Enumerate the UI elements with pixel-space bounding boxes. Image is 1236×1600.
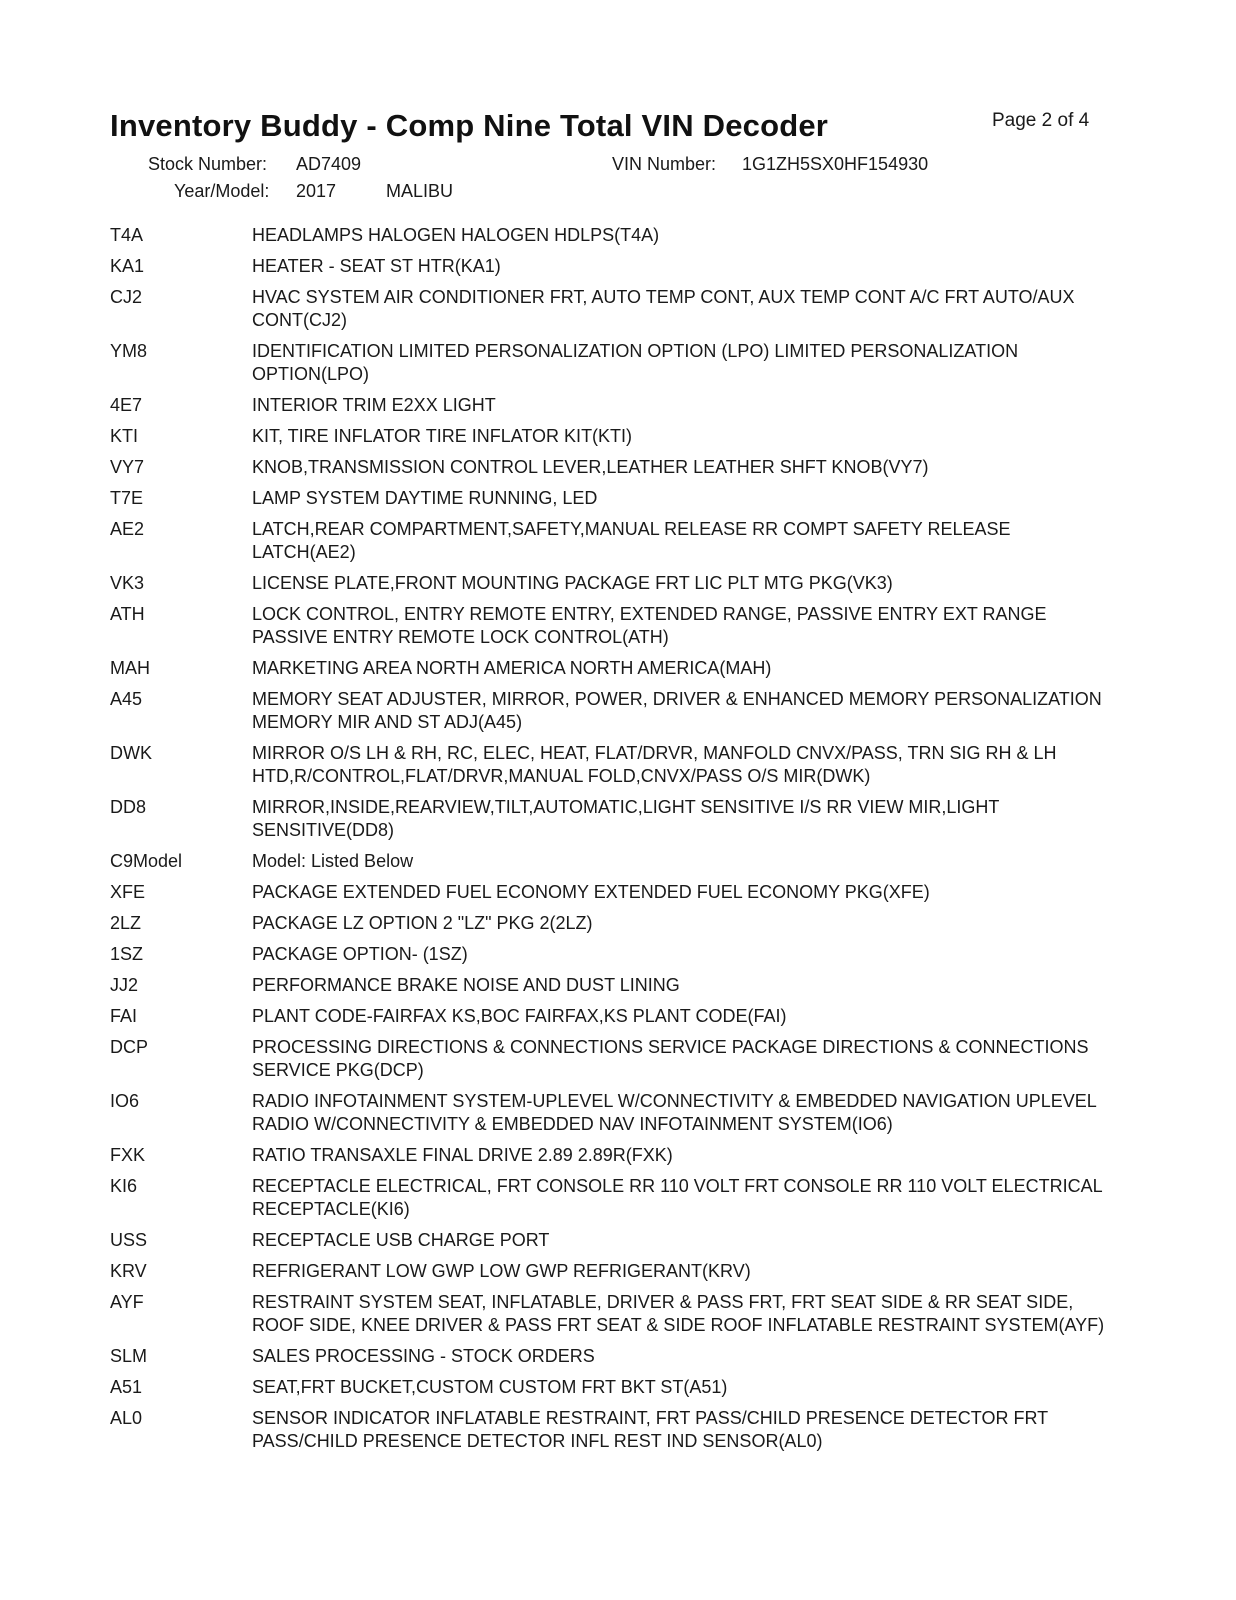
option-code: KA1: [110, 256, 145, 276]
option-code: DD8: [110, 797, 147, 817]
option-description: PACKAGE OPTION- (1SZ): [252, 944, 468, 964]
option-description: PACKAGE EXTENDED FUEL ECONOMY EXTENDED FUEL ECONOMY PKG(XFE): [252, 882, 930, 902]
option-row: [110, 572, 1110, 603]
option-row: [110, 881, 1110, 912]
option-description: LATCH,REAR COMPARTMENT,SAFETY,MANUAL RELEASE RR COMPT SAFETY RELEASE LATCH(AE2): [252, 519, 1011, 562]
option-description: MARKETING AREA NORTH AMERICA NORTH AMERICA(MAH): [252, 658, 772, 678]
option-code: FAI: [110, 1006, 138, 1026]
option-code: DWK: [110, 743, 152, 763]
option-row: [110, 340, 1110, 394]
option-row: [110, 850, 1110, 881]
option-code: KTI: [110, 426, 139, 446]
option-description: SALES PROCESSING - STOCK ORDERS: [252, 1346, 595, 1366]
option-row: [110, 1090, 1110, 1144]
vin-number-label: VIN Number:: [612, 154, 717, 174]
option-code: C9Model: [110, 851, 183, 871]
options-list: [110, 224, 1110, 1461]
option-code: VK3: [110, 573, 145, 593]
option-description: RATIO TRANSAXLE FINAL DRIVE 2.89 2.89R(FXK): [252, 1145, 673, 1165]
option-description: PACKAGE LZ OPTION 2 "LZ" PKG 2(2LZ): [252, 913, 593, 933]
option-code: KI6: [110, 1176, 138, 1196]
option-row: [110, 912, 1110, 943]
option-row: [110, 1005, 1110, 1036]
option-row: [110, 657, 1110, 688]
option-row: [110, 1376, 1110, 1407]
option-code: USS: [110, 1230, 148, 1250]
option-description: INTERIOR TRIM E2XX LIGHT: [252, 395, 496, 415]
option-description: HVAC SYSTEM AIR CONDITIONER FRT, AUTO TEMP CONT, AUX TEMP CONT A/C FRT AUTO/AUX CONT(CJ2): [252, 287, 1075, 330]
option-row: [110, 394, 1110, 425]
option-description: LAMP SYSTEM DAYTIME RUNNING, LED: [252, 488, 598, 508]
option-row: [110, 796, 1110, 850]
option-description: SEAT,FRT BUCKET,CUSTOM CUSTOM FRT BKT ST(A51): [252, 1377, 728, 1397]
option-description: PROCESSING DIRECTIONS & CONNECTIONS SERVICE PACKAGE DIRECTIONS & CONNECTIONS SERVICE PKG(DCP): [252, 1037, 1089, 1080]
option-row: [110, 425, 1110, 456]
option-description: RESTRAINT SYSTEM SEAT, INFLATABLE, DRIVER & PASS FRT, FRT SEAT SIDE & RR SEAT SIDE, ROOF SIDE, KNEE DRIVER & PASS FRT SEAT & SIDE ROOF INFLATABLE RESTRAINT SYSTEM(AYF): [252, 1292, 1105, 1335]
option-row: [110, 974, 1110, 1005]
option-code: FXK: [110, 1145, 146, 1165]
page-title: Inventory Buddy - Comp Nine Total VIN Decoder: [110, 108, 829, 143]
option-description: PERFORMANCE BRAKE NOISE AND DUST LINING: [252, 975, 680, 995]
stock-number-value: AD7409: [296, 154, 362, 174]
page-number: Page 2 of 4: [992, 110, 1090, 131]
year-value: 2017: [296, 181, 337, 201]
option-description: RECEPTACLE ELECTRICAL, FRT CONSOLE RR 110 VOLT FRT CONSOLE RR 110 VOLT ELECTRICAL RECEPTACLE(KI6): [252, 1176, 1102, 1219]
option-description: MIRROR O/S LH & RH, RC, ELEC, HEAT, FLAT/DRVR, MANFOLD CNVX/PASS, TRN SIG RH & LH HTD,R/CONTROL,FLAT/DRVR,MANUAL FOLD,CNVX/PASS O/S MIR(DWK): [252, 743, 1057, 786]
option-code: 4E7: [110, 395, 143, 415]
option-code: T7E: [110, 488, 144, 508]
option-description: PLANT CODE-FAIRFAX KS,BOC FAIRFAX,KS PLANT CODE(FAI): [252, 1006, 787, 1026]
option-row: [110, 1036, 1110, 1090]
option-row: [110, 688, 1110, 742]
stock-number-label: Stock Number:: [148, 154, 268, 174]
option-row: [110, 255, 1110, 286]
option-code: MAH: [110, 658, 150, 678]
option-description: HEATER - SEAT ST HTR(KA1): [252, 256, 501, 276]
option-description: LICENSE PLATE,FRONT MOUNTING PACKAGE FRT LIC PLT MTG PKG(VK3): [252, 573, 893, 593]
model-value: MALIBU: [386, 181, 454, 201]
option-row: [110, 1144, 1110, 1175]
option-code: AE2: [110, 519, 145, 539]
option-description: KNOB,TRANSMISSION CONTROL LEVER,LEATHER LEATHER SHFT KNOB(VY7): [252, 457, 929, 477]
option-code: IO6: [110, 1091, 140, 1111]
vin-number-value: 1G1ZH5SX0HF154930: [742, 154, 929, 174]
option-description: MEMORY SEAT ADJUSTER, MIRROR, POWER, DRIVER & ENHANCED MEMORY PERSONALIZATION MEMORY MIR AND ST ADJ(A45): [252, 689, 1102, 732]
option-code: KRV: [110, 1261, 147, 1281]
option-row: [110, 1407, 1110, 1461]
option-description: MIRROR,INSIDE,REARVIEW,TILT,AUTOMATIC,LIGHT SENSITIVE I/S RR VIEW MIR,LIGHT SENSITIVE(DD8): [252, 797, 1000, 840]
option-description: RECEPTACLE USB CHARGE PORT: [252, 1230, 550, 1250]
option-description: Model: Listed Below: [252, 851, 414, 871]
option-row: [110, 603, 1110, 657]
option-code: AL0: [110, 1408, 143, 1428]
option-description: RADIO INFOTAINMENT SYSTEM-UPLEVEL W/CONNECTIVITY & EMBEDDED NAVIGATION UPLEVEL RADIO W/CONNECTIVITY & EMBEDDED NAV INFOTAINMENT SYSTEM(IO6): [252, 1091, 1097, 1134]
option-row: [110, 742, 1110, 796]
option-code: XFE: [110, 882, 146, 902]
option-row: [110, 224, 1110, 255]
option-row: [110, 1260, 1110, 1291]
year-model-label: Year/Model:: [174, 181, 270, 201]
option-row: [110, 456, 1110, 487]
option-code: YM8: [110, 341, 148, 361]
option-row: [110, 943, 1110, 974]
option-description: IDENTIFICATION LIMITED PERSONALIZATION OPTION (LPO) LIMITED PERSONALIZATION OPTION(LPO): [252, 341, 1019, 384]
option-row: [110, 1345, 1110, 1376]
option-row: [110, 1175, 1110, 1229]
option-code: SLM: [110, 1346, 148, 1366]
option-code: 1SZ: [110, 944, 144, 964]
option-code: A51: [110, 1377, 143, 1397]
option-code: AYF: [110, 1292, 144, 1312]
option-code: DCP: [110, 1037, 149, 1057]
option-code: JJ2: [110, 975, 139, 995]
option-code: A45: [110, 689, 143, 709]
option-code: T4A: [110, 225, 144, 245]
option-row: [110, 1291, 1110, 1345]
option-row: [110, 1229, 1110, 1260]
option-row: [110, 487, 1110, 518]
option-description: LOCK CONTROL, ENTRY REMOTE ENTRY, EXTENDED RANGE, PASSIVE ENTRY EXT RANGE PASSIVE ENTRY REMOTE LOCK CONTROL(ATH): [252, 604, 1047, 647]
option-code: ATH: [110, 604, 145, 624]
option-description: KIT, TIRE INFLATOR TIRE INFLATOR KIT(KTI): [252, 426, 633, 446]
option-description: HEADLAMPS HALOGEN HALOGEN HDLPS(T4A): [252, 225, 660, 245]
option-description: SENSOR INDICATOR INFLATABLE RESTRAINT, FRT PASS/CHILD PRESENCE DETECTOR FRT PASS/CHILD PRESENCE DETECTOR INFL REST IND SENSOR(AL0): [252, 1408, 1048, 1451]
option-code: 2LZ: [110, 913, 142, 933]
option-description: REFRIGERANT LOW GWP LOW GWP REFRIGERANT(KRV): [252, 1261, 751, 1281]
option-row: [110, 518, 1110, 572]
option-row: [110, 286, 1110, 340]
option-code: CJ2: [110, 287, 143, 307]
option-code: VY7: [110, 457, 145, 477]
